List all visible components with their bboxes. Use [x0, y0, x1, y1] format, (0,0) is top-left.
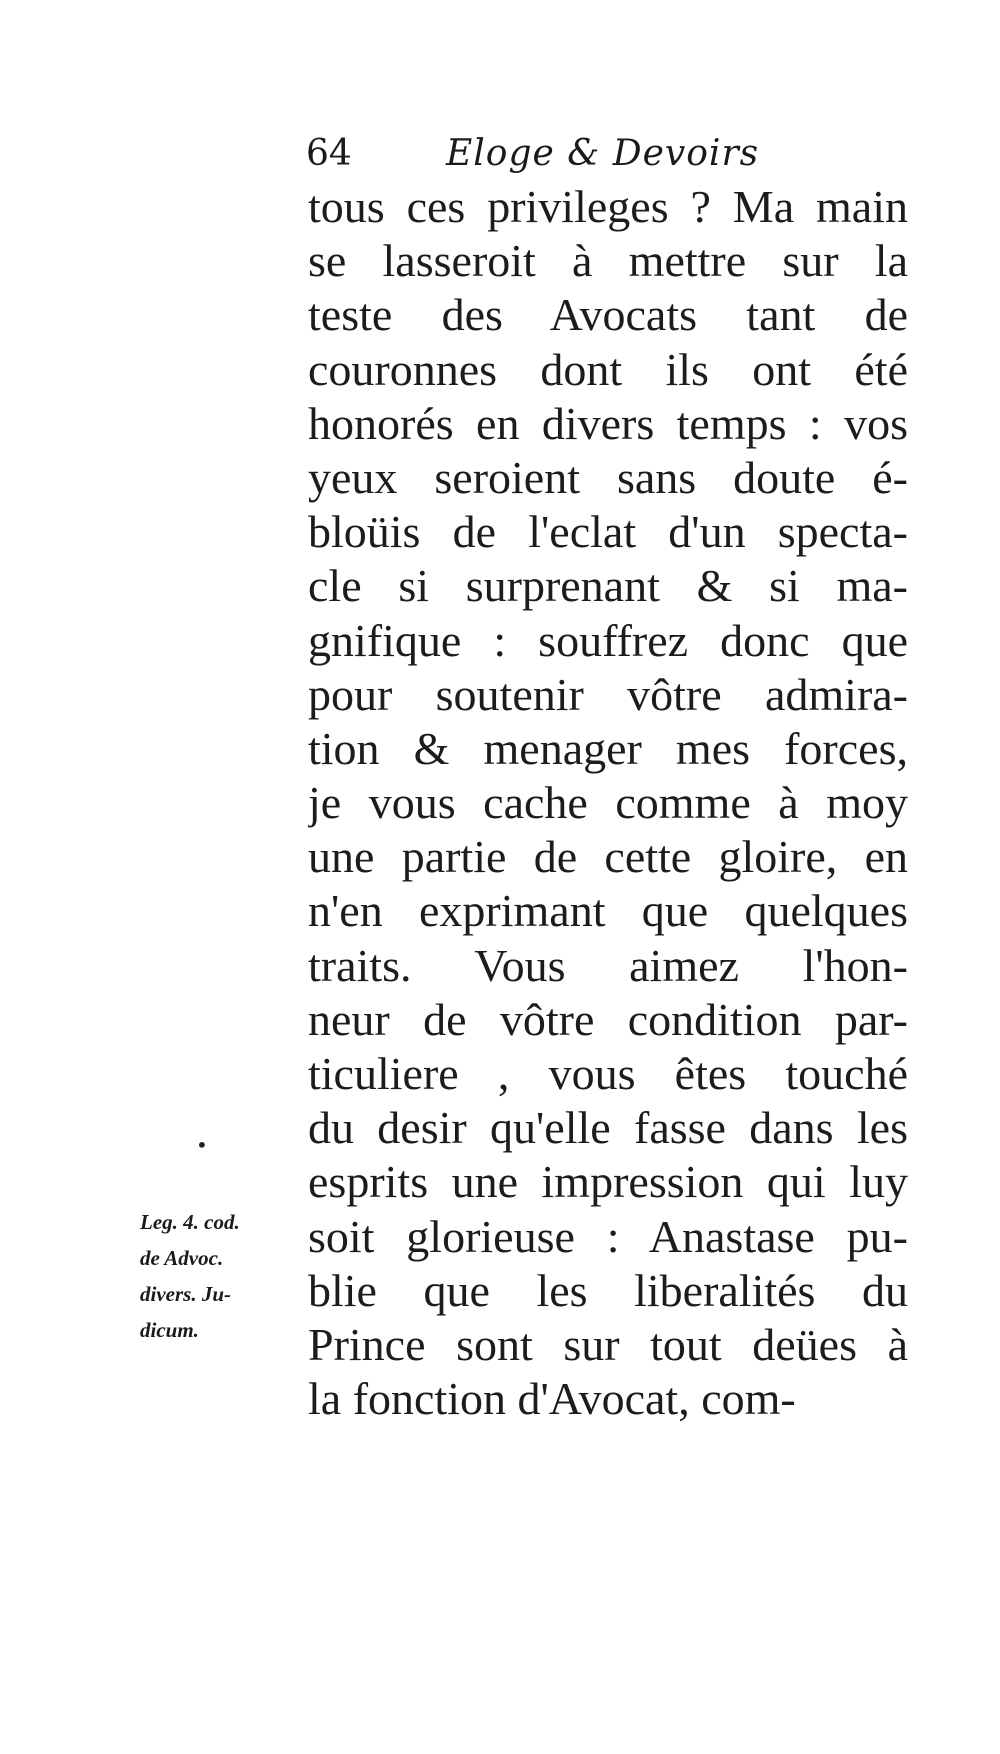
text-line: une partie de cette gloire, en [308, 831, 908, 883]
text-line: je vous cache comme à moy [308, 777, 908, 829]
marginal-note-line: Leg. 4. cod. [140, 1210, 240, 1234]
page-number: 64 [306, 133, 352, 174]
running-title: Eloge & Devoirs [446, 133, 760, 174]
text-line: soit glorieuse : Anastase pu- [308, 1210, 908, 1262]
text-line: n'en exprimant que quelques [308, 885, 908, 937]
text-line: ticuliere , vous êtes touché [308, 1048, 908, 1099]
text-line: couronnes dont ils ont été [308, 343, 908, 395]
text-line: pour soutenir vôtre admira- [308, 668, 908, 720]
text-line: tion & menager mes forces, [308, 722, 908, 774]
text-line: blie que les liberalités du [308, 1264, 908, 1316]
text-line: se lasseroit à mettre sur la [308, 235, 908, 287]
text-line: neur de vôtre condition par- [308, 993, 908, 1045]
text-line: gnifique : souffrez donc que [308, 614, 908, 666]
text-line: traits. Vous aimez l'hon- [308, 939, 908, 991]
text-line: yeux seroient sans doute é- [308, 451, 908, 503]
page-header [306, 124, 826, 184]
text-line: tous ces privileges ? Ma main [308, 181, 908, 232]
text-line: teste des Avocats tant de [308, 289, 908, 341]
marginal-note [140, 1204, 305, 1348]
text-line: honorés en divers temps : vos [308, 397, 908, 449]
body-text [308, 180, 908, 1426]
text-line: bloüis de l'eclat d'un specta- [308, 506, 908, 558]
text-line: esprits une impression qui luy [308, 1156, 908, 1208]
marginal-note-line: divers. Ju- [140, 1282, 231, 1306]
text-line: Prince sont sur tout deües à [308, 1318, 908, 1370]
text-line: la fonction d'Avocat, com- [308, 1373, 796, 1425]
marginal-note-line: dicum. [140, 1318, 199, 1342]
reference-mark: • [196, 1133, 208, 1157]
marginal-note-line: de Advoc. [140, 1246, 224, 1270]
text-line: du desir qu'elle fasse dans les [308, 1102, 908, 1154]
text-line: cle si surprenant & si ma- [308, 560, 908, 612]
